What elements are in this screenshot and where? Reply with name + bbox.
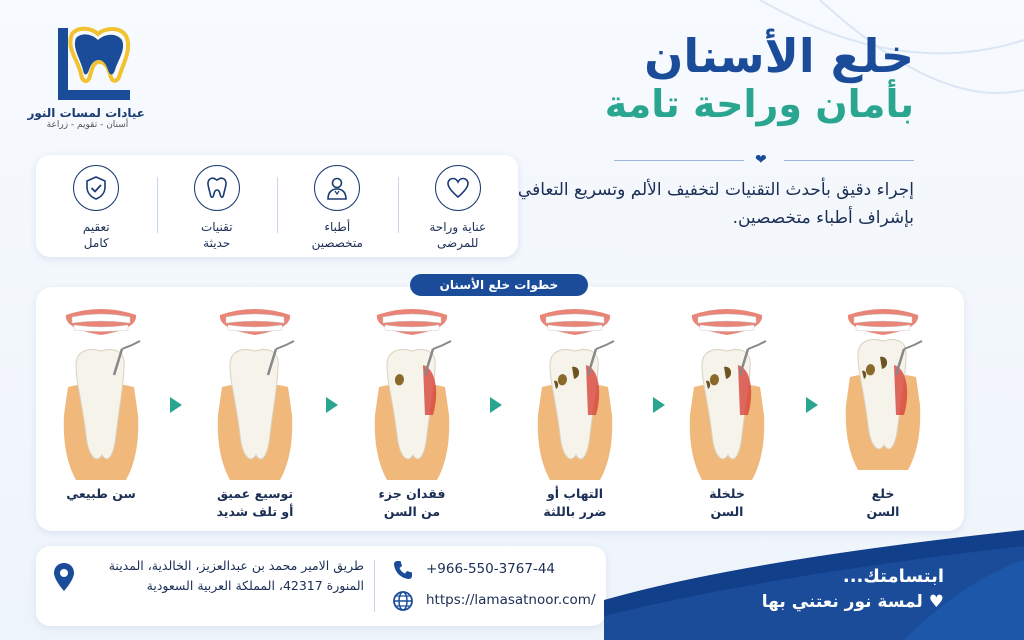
steps-panel (36, 287, 964, 531)
tooth-cross-section-icon (846, 340, 921, 470)
step-label: خلع السن (866, 486, 900, 519)
step-label: خلخلة السن (709, 486, 745, 519)
description: إجراء دقيق بأحدث التقنيات لتخفيف الألم وتسريع التعافي بإشراف أطباء متخصصين. (517, 180, 914, 228)
heart-icon (435, 165, 481, 211)
feature-sterilization (36, 155, 157, 257)
location-pin-icon (52, 562, 76, 592)
step-tooth-loosening (662, 305, 792, 489)
step-tooth-loss (347, 305, 477, 489)
step-gum-inflammation (510, 305, 640, 489)
globe-icon (392, 590, 414, 612)
tooth-cross-section-icon (64, 350, 139, 480)
clinic-logo (27, 22, 145, 130)
headline (494, 30, 914, 126)
step-extraction (818, 305, 948, 489)
tooth-cross-section-icon (218, 350, 293, 480)
feature-specialists (277, 155, 398, 257)
headline-subtitle: بأمان وراحة تامة (604, 82, 914, 126)
clinic-name: عيادات لمسات النور (27, 106, 145, 120)
website-row[interactable] (356, 590, 596, 612)
feature-modern-tech (157, 155, 278, 257)
step-arrow-icon (326, 397, 338, 413)
clinic-tagline: أسنان - تقويم - زراعة (46, 120, 129, 130)
doctor-icon (314, 165, 360, 211)
promo-line-2 (644, 589, 944, 615)
contact-panel (36, 546, 606, 626)
tooth-icon (194, 165, 240, 211)
phone-row[interactable] (356, 559, 596, 581)
step-label: توسيع عميق أو تلف شديد (216, 486, 294, 519)
heart-icon: ❤ (755, 152, 767, 168)
step-arrow-icon (653, 397, 665, 413)
feature-patient-care (398, 155, 519, 257)
teeth-smile-icon (848, 309, 918, 335)
tooth-cross-section-icon (690, 350, 765, 480)
tooth-logo-icon (38, 22, 138, 104)
tooth-cross-section-icon (375, 350, 450, 480)
headline-title: خلع الأسنان (644, 29, 914, 83)
address-text: طريق الامير محمد بن عبدالعزيز، الخالدية، المدينة المنورة 42317، المملكة العربية السعودية (108, 558, 364, 593)
promo-text (644, 565, 944, 615)
teeth-smile-icon (66, 309, 136, 335)
step-natural-tooth (36, 305, 166, 489)
heart-divider (614, 152, 914, 168)
features-panel (36, 155, 518, 257)
step-deep-damage (190, 305, 320, 489)
promo-line-1: ابتسامتك... (842, 566, 944, 587)
feature-label: تعقيم كامل (82, 220, 110, 250)
teeth-smile-icon (220, 309, 290, 335)
promo-heart-icon: ♥ (928, 592, 944, 612)
feature-label: عناية وراحة للمرضى (429, 220, 487, 250)
teeth-smile-icon (377, 309, 447, 335)
feature-label: تقنيات حديثة (200, 220, 233, 250)
step-label: فقدان جزء من السن (378, 486, 446, 519)
step-label: التهاب أو ضرر باللثة (543, 486, 607, 519)
step-arrow-icon (170, 397, 182, 413)
step-arrow-icon (806, 397, 818, 413)
teeth-smile-icon (692, 309, 762, 335)
phone-number[interactable]: +966-550-3767-44 (426, 561, 555, 577)
step-arrow-icon (490, 397, 502, 413)
feature-label: أطباء متخصصين (311, 220, 363, 250)
promo-slogan: لمسة نور نعتني بها (761, 592, 923, 612)
tooth-cross-section-icon (538, 350, 613, 480)
step-label: سن طبيعي (66, 486, 136, 501)
phone-icon (392, 559, 414, 581)
shield-check-icon (73, 165, 119, 211)
steps-title: خطوات خلع الأسنان (410, 274, 588, 296)
teeth-smile-icon (540, 309, 610, 335)
website-link[interactable]: https://lamasatnoor.com/ (426, 592, 596, 608)
